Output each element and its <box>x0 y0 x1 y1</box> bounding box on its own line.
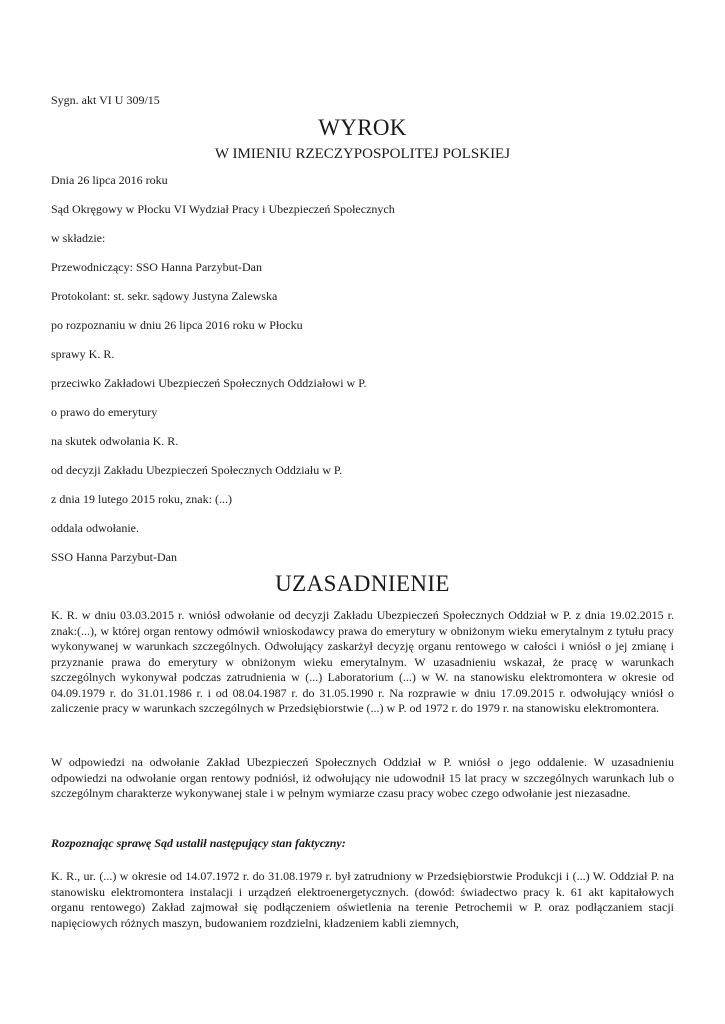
ruling: oddala odwołanie. <box>51 521 139 535</box>
court-clerk: Protokolant: st. sekr. sądowy Justyna Zalewska <box>51 289 278 303</box>
paragraph-response: W odpowiedzi na odwołanie Zakład Ubezpieczeń Społecznych Oddział w P. wniósł o jego oddalenie. W uzasadnieniu odpowiedzi na odwołanie organ rentowy podniósł, iż odwołujący nie udowodnił 15 lat pracy w szczególnych warunkach lub o szczególnym charakterze wykonywanej stale i w pełnym wymiarze czasu pracy wobec czego odwołanie jest niezasadne. <box>51 755 674 800</box>
opposing-party: przeciwko Zakładowi Ubezpieczeń Społecznych Oddziałowi w P. <box>51 376 367 390</box>
paragraph-facts: K. R., ur. (...) w okresie od 14.07.1972 r. do 31.08.1979 r. był zatrudniony w Przedsiębiorstwie Produkcji i (...) W. Oddział P. na stanowisku elektromontera instalacji i urządzeń elektroenergetycznych. (dowód: świadectwo pracy k. 61 akt kapitałowych organu rentowego) Zakład zajmował się podłączeniem oświetlenia na terenie Petrochemii w P. oraz podłączaniem stacji napięciowych różnych maszyn, budowaniem rozdzielni, kładzeniem kabli ziemnych, <box>51 869 674 930</box>
document-title: WYROK <box>318 115 407 140</box>
hearing-info: po rozpoznaniu w dniu 26 lipca 2016 roku w Płocku <box>51 318 303 332</box>
court-name: Sąd Okręgowy w Płocku VI Wydział Pracy i Ubezpieczeń Społecznych <box>51 202 395 216</box>
appeal-info: na skutek odwołania K. R. <box>51 434 179 448</box>
document-subtitle: W IMIENIU RZECZYPOSPOLITEJ POLSKIEJ <box>214 146 511 162</box>
case-party: sprawy K. R. <box>51 347 115 361</box>
facts-heading: Rozpoznając sprawę Sąd ustalił następujący stan faktyczny: <box>51 836 346 850</box>
case-subject: o prawo do emerytury <box>51 405 158 419</box>
judge-signature: SSO Hanna Parzybut-Dan <box>51 550 177 564</box>
decision-date: z dnia 19 lutego 2015 roku, znak: (...) <box>51 492 232 506</box>
paragraph-appeal: K. R. w dniu 03.03.2015 r. wniósł odwołanie od decyzji Zakładu Ubezpieczeń Społecznych Oddział w P. z dnia 19.02.2015 r. znak:(...), w której organ rentowy odmówił wnioskodawcy prawa do emerytury w obniżonym wieku emerytalnym z tytułu pracy wykonywanej w warunkach szczególnych. Odwołujący zaskarżył decyzję organu rentowego w całości i wniósł o jej zmianę i przyznanie prawa do emerytury w obniżonym wieku emerytalnym. W uzasadnieniu wskazał, że pracę w warunkach szczególnych wykonywał podczas zatrudnienia w (...) Laboratorium (...) w W. na stanowisku elektromontera w okresie od 04.09.1979 r. do 31.01.1986 r. i od 08.04.1987 r. do 31.05.1990 r. Na rozprawie w dniu 17.09.2015 r. odwołujący wniósł o zaliczenie pracy w warunkach szczególnych w Przedsiębiorstwie (...) w P. od 1972 r. do 1979 r. na stanowisku elektromontera. <box>51 608 674 715</box>
case-number: Sygn. akt VI U 309/15 <box>51 93 160 107</box>
judgment-date: Dnia 26 lipca 2016 roku <box>51 173 168 187</box>
justification-title: UZASADNIENIE <box>275 571 450 596</box>
presiding-judge: Przewodniczący: SSO Hanna Parzybut-Dan <box>51 260 262 274</box>
composition-label: w składzie: <box>51 231 106 245</box>
decision-source: od decyzji Zakładu Ubezpieczeń Społecznych Oddziału w P. <box>51 463 343 477</box>
